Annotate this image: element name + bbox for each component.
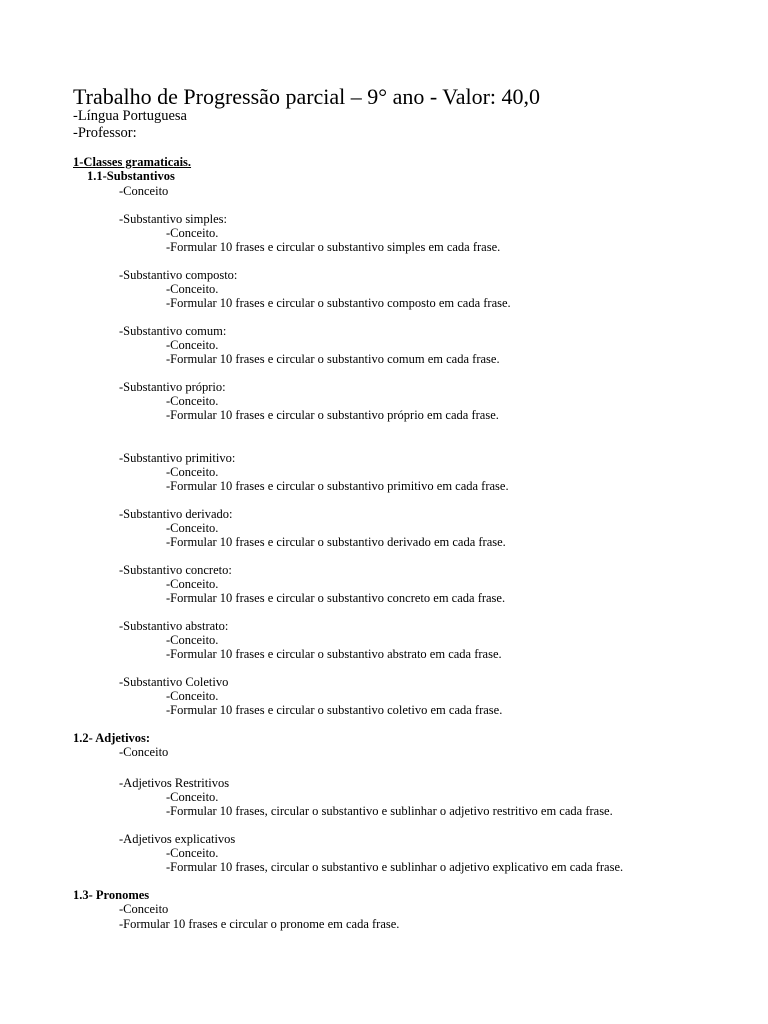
item-name: -Substantivo primitivo:: [119, 451, 236, 465]
item-task: -Formular 10 frases e circular o substantivo coletivo em cada frase.: [166, 703, 503, 717]
subsection-heading-adjetivos: 1.2- Adjetivos:: [73, 731, 151, 745]
item-concept: -Conceito.: [166, 465, 219, 479]
substantivos-concept: -Conceito: [119, 184, 169, 198]
item-name: -Substantivo Coletivo: [119, 675, 229, 689]
item-name: -Adjetivos explicativos: [119, 832, 236, 846]
item-concept: -Conceito.: [166, 846, 219, 860]
item-concept: -Conceito.: [166, 633, 219, 647]
item-task: -Formular 10 frases e circular o substantivo derivado em cada frase.: [166, 535, 506, 549]
item-task: -Formular 10 frases e circular o substantivo simples em cada frase.: [166, 240, 501, 254]
item-name: -Substantivo composto:: [119, 268, 238, 282]
item-concept: -Conceito.: [166, 521, 219, 535]
item-name: -Substantivo derivado:: [119, 507, 233, 521]
item-name: -Substantivo simples:: [119, 212, 227, 226]
item-task: -Formular 10 frases e circular o substantivo primitivo em cada frase.: [166, 479, 509, 493]
teacher-line: -Professor:: [73, 125, 137, 141]
item-name: -Adjetivos Restritivos: [119, 776, 230, 790]
item-name: -Substantivo comum:: [119, 324, 227, 338]
item-name: -Substantivo abstrato:: [119, 619, 229, 633]
pronomes-task: -Formular 10 frases e circular o pronome em cada frase.: [119, 917, 400, 931]
subsection-heading-pronomes: 1.3- Pronomes: [73, 888, 150, 902]
adjetivos-concept: -Conceito: [119, 745, 169, 759]
item-task: -Formular 10 frases e circular o substantivo concreto em cada frase.: [166, 591, 506, 605]
item-task: -Formular 10 frases e circular o substantivo composto em cada frase.: [166, 296, 511, 310]
item-name: -Substantivo próprio:: [119, 380, 226, 394]
section-heading-classes: 1-Classes gramaticais.: [73, 155, 192, 169]
item-task: -Formular 10 frases, circular o substantivo e sublinhar o adjetivo explicativo em cada frase.: [166, 860, 624, 874]
item-concept: -Conceito.: [166, 394, 219, 408]
item-concept: -Conceito.: [166, 689, 219, 703]
pronomes-concept: -Conceito: [119, 902, 169, 916]
item-task: -Formular 10 frases e circular o substantivo próprio em cada frase.: [166, 408, 499, 422]
item-concept: -Conceito.: [166, 282, 219, 296]
item-concept: -Conceito.: [166, 577, 219, 591]
item-name: -Substantivo concreto:: [119, 563, 232, 577]
subject-line: -Língua Portuguesa: [73, 108, 187, 124]
item-task: -Formular 10 frases e circular o substantivo comum em cada frase.: [166, 352, 500, 366]
subsection-heading-substantivos: 1.1-Substantivos: [87, 169, 175, 183]
item-task: -Formular 10 frases, circular o substantivo e sublinhar o adjetivo restritivo em cada frase.: [166, 804, 613, 818]
document-title: Trabalho de Progressão parcial – 9° ano - Valor: 40,0: [73, 84, 541, 109]
item-task: -Formular 10 frases e circular o substantivo abstrato em cada frase.: [166, 647, 502, 661]
item-concept: -Conceito.: [166, 338, 219, 352]
item-concept: -Conceito.: [166, 226, 219, 240]
item-concept: -Conceito.: [166, 790, 219, 804]
